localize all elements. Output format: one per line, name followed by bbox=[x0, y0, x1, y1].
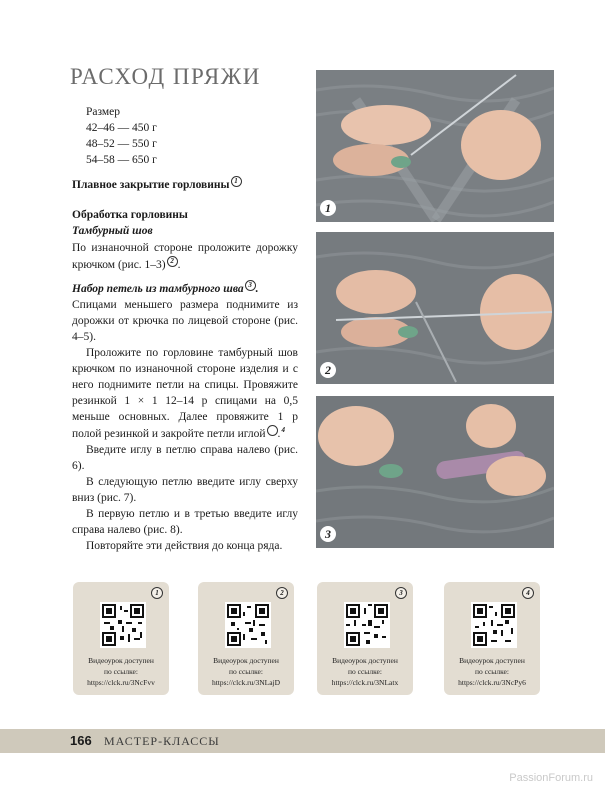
punctuation: . bbox=[277, 427, 281, 440]
paragraph: Повторяйте эти действия до конца ряда. bbox=[86, 539, 283, 552]
paragraph: Спицами меньшего размера поднимите из дорожки от крючка по лицевой стороне (рис. 4–5). bbox=[72, 298, 298, 343]
paragraph: В первую петлю и в третью введите иглу справа налево (рис. 8). bbox=[72, 507, 298, 536]
qr-card-3[interactable] bbox=[317, 582, 413, 695]
paragraph: По изнаночной стороне проложите дорожку крючком (рис. 1–3) bbox=[72, 242, 298, 271]
ref-marker: 3 bbox=[245, 280, 256, 291]
qr-caption-line: Видеоурок доступен bbox=[213, 656, 279, 665]
punctuation: . bbox=[255, 282, 259, 295]
knitting-photo-illustration bbox=[316, 396, 554, 548]
page-title: РАСХОД ПРЯЖИ bbox=[70, 64, 261, 89]
watermark: PassionForum.ru bbox=[509, 772, 593, 784]
footer-bar bbox=[0, 729, 605, 753]
qr-caption-line: по ссылке: bbox=[104, 667, 138, 676]
ref-marker: 4 bbox=[267, 425, 278, 436]
qr-link[interactable]: https://clck.ru/3NLajD bbox=[211, 678, 281, 687]
qr-link[interactable]: https://clck.ru/3NcPy6 bbox=[458, 678, 526, 687]
qr-card-number: 1 bbox=[151, 587, 163, 599]
yarn-sizes bbox=[86, 104, 157, 168]
paragraph-text: Проложите по горловине тамбурный шов крючком по изнаночной стороне изделия и с него поднимите петли на спицы. Провяжите резинкой 1 × 1 12–14 р спицами на 0,5 меньше основных. Далее провяжите 1 р полой резинкой и закройте петли иглой bbox=[72, 346, 298, 440]
qr-caption-line: по ссылке: bbox=[348, 667, 382, 676]
qr-caption bbox=[319, 655, 411, 688]
qr-caption bbox=[200, 655, 292, 688]
size-row: 48–52 — 550 г bbox=[86, 138, 157, 150]
neckline-closure-heading bbox=[72, 176, 242, 191]
ref-marker: 1 bbox=[231, 176, 242, 187]
pickup-heading bbox=[72, 280, 298, 297]
photo-step-3 bbox=[316, 396, 554, 548]
size-row: 42–46 — 450 г bbox=[86, 122, 157, 134]
punctuation: . bbox=[177, 258, 181, 271]
neckline-finish-heading: Обработка горловины bbox=[72, 209, 188, 221]
neckline-finish-text bbox=[72, 240, 298, 273]
qr-caption-line: Видеоурок доступен bbox=[459, 656, 525, 665]
qr-caption-line: по ссылке: bbox=[475, 667, 509, 676]
qr-code-icon[interactable] bbox=[471, 602, 517, 648]
photo-number: 2 bbox=[320, 362, 336, 378]
qr-caption-line: Видеоурок доступен bbox=[88, 656, 154, 665]
knitting-photo-illustration bbox=[316, 70, 554, 222]
qr-card-number: 4 bbox=[522, 587, 534, 599]
pickup-heading-text: Набор петель из тамбурного шва bbox=[72, 282, 244, 295]
page-number: 166 bbox=[70, 733, 92, 748]
qr-card-4[interactable] bbox=[444, 582, 540, 695]
qr-code-icon[interactable] bbox=[344, 602, 390, 648]
knitting-photo-illustration bbox=[316, 232, 554, 384]
qr-card-2[interactable] bbox=[198, 582, 294, 695]
pickup-section bbox=[72, 280, 298, 554]
photo-number: 3 bbox=[320, 526, 336, 542]
qr-code-icon[interactable] bbox=[100, 602, 146, 648]
qr-card-1[interactable] bbox=[73, 582, 169, 695]
qr-link[interactable]: https://clck.ru/3NcFvv bbox=[87, 678, 155, 687]
neckline-closure-text: Плавное закрытие горловины bbox=[72, 178, 230, 191]
qr-card-number: 2 bbox=[276, 587, 288, 599]
qr-caption-line: Видеоурок доступен bbox=[332, 656, 398, 665]
paragraph: Введите иглу в петлю справа налево (рис. 6). bbox=[72, 443, 298, 472]
qr-caption-line: по ссылке: bbox=[229, 667, 263, 676]
qr-caption bbox=[446, 655, 538, 688]
paragraph: В следующую петлю введите иглу сверху вниз (рис. 7). bbox=[72, 475, 298, 504]
chain-stitch-subheading: Тамбурный шов bbox=[72, 225, 153, 237]
section-name: МАСТЕР-КЛАССЫ bbox=[104, 734, 220, 748]
ref-marker: 2 bbox=[167, 256, 178, 267]
qr-card-number: 3 bbox=[395, 587, 407, 599]
photo-number: 1 bbox=[320, 200, 336, 216]
size-row: 54–58 — 650 г bbox=[86, 154, 157, 166]
paragraph bbox=[72, 345, 298, 442]
size-label: Размер bbox=[86, 106, 121, 118]
photo-step-1 bbox=[316, 70, 554, 222]
photo-step-2 bbox=[316, 232, 554, 384]
qr-link[interactable]: https://clck.ru/3NLatx bbox=[331, 678, 399, 687]
qr-caption bbox=[75, 655, 167, 688]
qr-code-icon[interactable] bbox=[225, 602, 271, 648]
